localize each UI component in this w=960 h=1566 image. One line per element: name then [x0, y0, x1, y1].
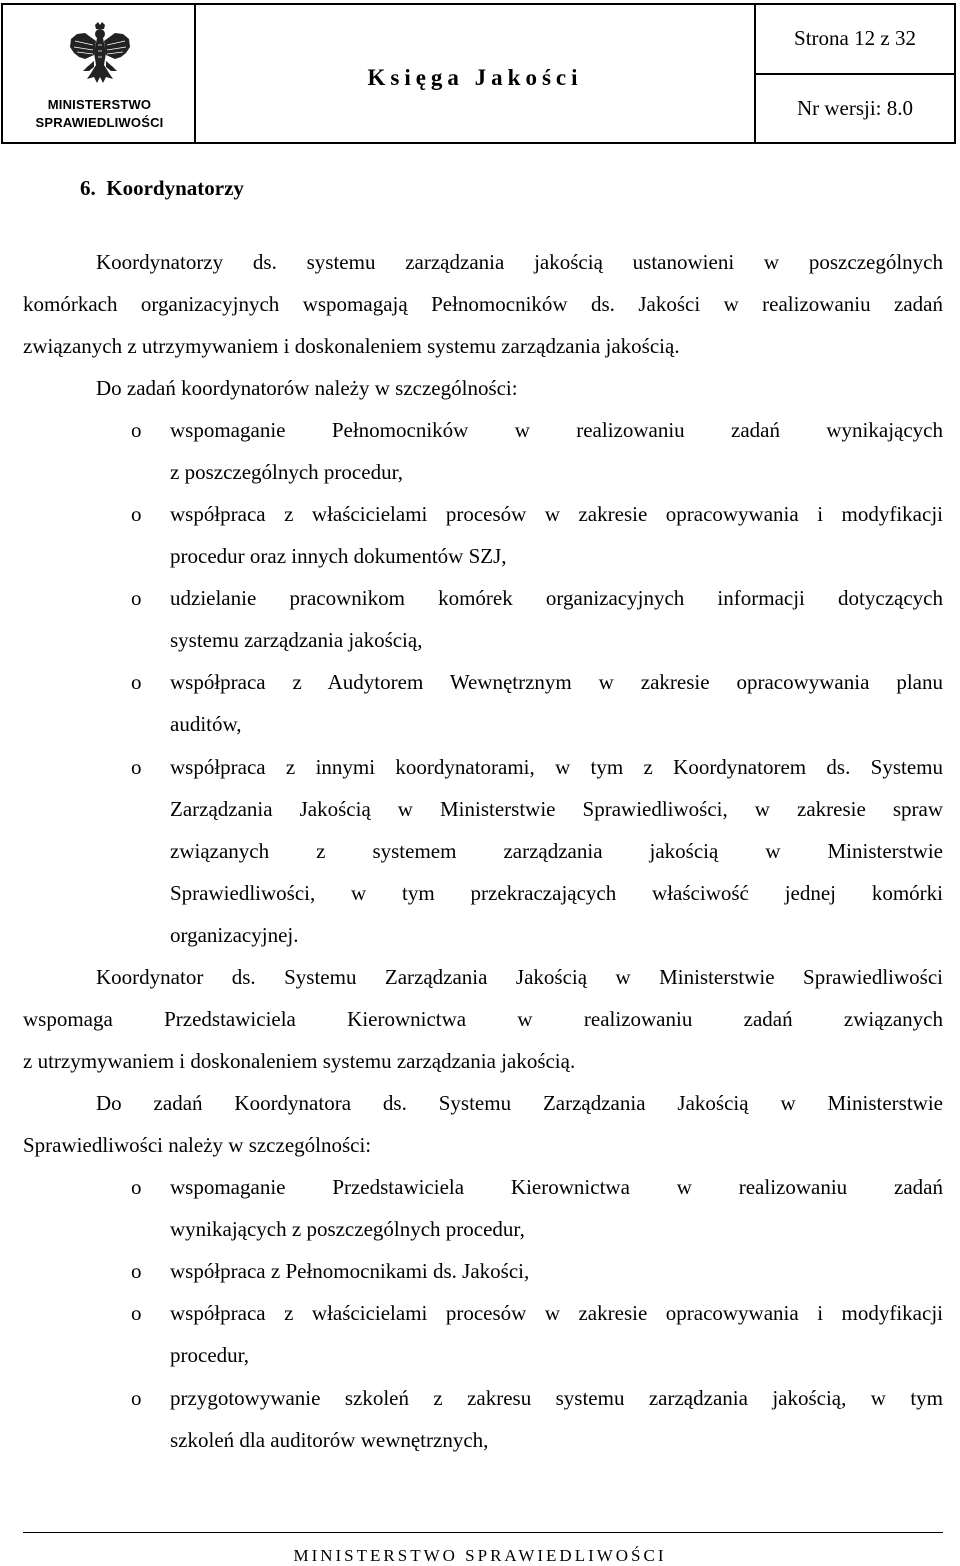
list-bullet: o	[131, 755, 142, 779]
list-item-line: z poszczególnych procedur,	[170, 460, 403, 484]
list-bullet: o	[131, 586, 142, 610]
paragraph-line: komórkach organizacyjnych wspomagają Pełnomocników ds. Jakości w realizowaniu zadań	[23, 292, 943, 316]
meta-cell	[756, 5, 954, 142]
list-bullet: o	[131, 1175, 142, 1199]
paragraph-line: wspomaga Przedstawiciela Kierownictwa w realizowaniu zadań związanych	[23, 1007, 943, 1031]
list-item-line: współpraca z Pełnomocnikami ds. Jakości,	[170, 1259, 530, 1283]
list-bullet: o	[131, 670, 142, 694]
section-heading	[80, 176, 244, 201]
list-item-line: wynikających z poszczególnych procedur,	[170, 1217, 525, 1241]
ministry-name-line1: MINISTERSTWO	[47, 97, 152, 112]
list-item-line: procedur oraz innych dokumentów SZJ,	[170, 544, 507, 568]
list-item-line: udzielanie pracownikom komórek organizacyjnych informacji dotyczących	[170, 586, 943, 610]
title-cell	[196, 5, 756, 142]
list-item-line: przygotowywanie szkoleń z zakresu systemu zarządzania jakością, w tym	[170, 1386, 943, 1410]
paragraph-line: związanych z utrzymywaniem i doskonaleniem systemu zarządzania jakością.	[23, 334, 680, 358]
list-bullet: o	[131, 418, 142, 442]
list-bullet: o	[131, 502, 142, 526]
list-item-line: wspomaganie Pełnomocników w realizowaniu zadań wynikających	[170, 418, 943, 442]
list-item-line: Zarządzania Jakością w Ministerstwie Sprawiedliwości, w zakresie spraw	[170, 797, 943, 821]
list-item-line: współpraca z właścicielami procesów w zakresie opracowywania i modyfikacji	[170, 502, 943, 526]
list-item-line: współpraca z Audytorem Wewnętrznym w zakresie opracowywania planu	[170, 670, 943, 694]
list-item-line: auditów,	[170, 712, 242, 736]
list-item-line: organizacyjnej.	[170, 923, 299, 947]
paragraph-line: z utrzymywaniem i doskonaleniem systemu zarządzania jakością.	[23, 1049, 576, 1073]
section-number: 6.	[80, 176, 96, 200]
page-number: Strona 12 z 32	[756, 5, 954, 75]
list-bullet: o	[131, 1301, 142, 1325]
list-item-line: współpraca z właścicielami procesów w zakresie opracowywania i modyfikacji	[170, 1301, 943, 1325]
page-footer: MINISTERSTWO SPRAWIEDLIWOŚCI	[293, 1546, 667, 1565]
paragraph-line: Sprawiedliwości należy w szczególności:	[23, 1133, 372, 1157]
list-item-line: Sprawiedliwości, w tym przekraczających właściwość jednej komórki	[170, 881, 943, 905]
ministry-name-line2: SPRAWIEDLIWOŚCI	[35, 115, 164, 130]
list-item-line: szkoleń dla auditorów wewnętrznych,	[170, 1428, 489, 1452]
document-header	[1, 3, 956, 144]
list-item-line: współpraca z innymi koordynatorami, w tym z Koordynatorem ds. Systemu	[170, 755, 943, 779]
paragraph-line: Koordynator ds. Systemu Zarządzania Jakością w Ministerstwie Sprawiedliwości	[96, 965, 943, 989]
list-item-line: wspomaganie Przedstawiciela Kierownictwa w realizowaniu zadań	[170, 1175, 943, 1199]
list-bullet: o	[131, 1386, 142, 1410]
ministry-logo-cell	[3, 5, 196, 142]
list-item-line: systemu zarządzania jakością,	[170, 628, 423, 652]
version-number: Nr wersji: 8.0	[796, 95, 914, 120]
list-item-line: procedur,	[170, 1343, 250, 1367]
paragraph-line: Do zadań koordynatorów należy w szczególności:	[96, 376, 518, 400]
paragraph-line: Do zadań Koordynatora ds. Systemu Zarządzania Jakością w Ministerstwie	[96, 1091, 943, 1115]
section-title: Koordynatorzy	[106, 176, 244, 200]
footer-divider	[23, 1532, 943, 1533]
paragraph-line: Koordynatorzy ds. systemu zarządzania jakością ustanowieni w poszczególnych	[96, 250, 943, 274]
list-item-line: związanych z systemem zarządzania jakością w Ministerstwie	[170, 839, 943, 863]
list-bullet: o	[131, 1259, 142, 1283]
polish-eagle-emblem-icon	[67, 21, 133, 87]
document-title: Księga Jakości	[367, 65, 583, 90]
